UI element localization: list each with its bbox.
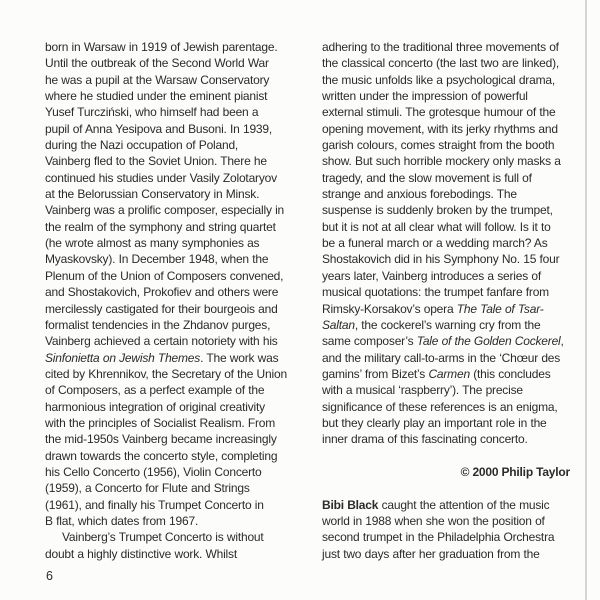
text-line: with a musical ‘raspberry’). The precise xyxy=(322,383,523,398)
text-line: significance of these references is an enigma, xyxy=(322,399,558,414)
text-line: second trumpet in the Philadelphia Orchestra xyxy=(322,530,555,545)
text-line: B flat, which dates from 1967. xyxy=(45,513,199,528)
text-line: Yusef Turcziński, who himself had been a xyxy=(45,105,259,120)
text-line: adhering to the traditional three movements of xyxy=(322,40,559,54)
text-line: his Cello Concerto (1956), Violin Concerto xyxy=(45,464,262,479)
text-line: be a funeral march or a wedding march? As xyxy=(322,236,548,251)
text-line: formalist tendencies in the Zhdanov purges, xyxy=(45,317,271,332)
text-line: Vainberg was a prolific composer, especially in xyxy=(45,203,285,218)
text-line: Bibi Black caught the attention of the music xyxy=(322,497,550,512)
text-line: harmonious integration of original creativity xyxy=(45,399,265,414)
text-line: Vainberg achieved a certain notoriety with his xyxy=(45,334,278,349)
right-text-column xyxy=(322,39,574,562)
page-edge-scan-line xyxy=(585,0,587,600)
copyright-credit: © 2000 Philip Taylor xyxy=(460,464,570,479)
text-line: inner drama of this fascinating concerto. xyxy=(322,432,528,447)
text-line: pupil of Anna Yesipova and Busoni. In 1939, xyxy=(45,121,272,136)
text-line: garish colours, comes straight from the booth xyxy=(322,138,555,153)
text-line: and the military call-to-arms in the ‘Chœur des xyxy=(322,350,561,365)
text-line: Plenum of the Union of Composers convened, xyxy=(45,268,284,283)
text-line: same composer’s Tale of the Golden Cockerel, xyxy=(322,334,564,349)
text-line: doubt a highly distinctive work. Whilst xyxy=(45,546,237,561)
text-line: but it is not at all clear what will follow. Is it to xyxy=(322,219,551,234)
text-line: Vainberg fled to the Soviet Union. There he xyxy=(45,154,267,169)
text-line: gamins’ from Bizet’s Carmen (this concludes xyxy=(322,366,551,381)
text-line: opening movement, with its jerky rhythms and xyxy=(322,121,558,136)
text-line: at the Belorussian Conservatory in Minsk. xyxy=(45,187,260,202)
text-line: the classical concerto (the last two are linked), xyxy=(322,56,560,71)
text-line: cited by Khrennikov, the Secretary of the Union xyxy=(45,366,287,381)
text-line: the realm of the symphony and string quartet xyxy=(45,219,276,234)
text-line: he was a pupil at the Warsaw Conservatory xyxy=(45,72,270,87)
text-line: Myaskovsky). In December 1948, when the xyxy=(45,252,269,267)
text-line: during the Nazi occupation of Poland, xyxy=(45,138,239,153)
page-number: 6 xyxy=(46,569,53,583)
text-line: world in 1988 when she won the position of xyxy=(322,513,545,528)
text-line: (1959), a Concerto for Flute and Strings xyxy=(45,481,250,496)
bio-paragraph xyxy=(322,497,574,562)
text-line: with the principles of Socialist Realism. From xyxy=(45,415,276,430)
text-line: external stimuli. The grotesque humour of the xyxy=(322,105,556,120)
left-text-column xyxy=(45,39,297,562)
text-line: just two days after her graduation from the xyxy=(322,546,540,561)
text-line: Sinfonietta on Jewish Themes. The work was xyxy=(45,350,279,365)
text-line: but they clearly play an important role in the xyxy=(322,415,547,430)
text-line: born in Warsaw in 1919 of Jewish parentage. xyxy=(45,40,278,54)
text-line: suspense is suddenly broken by the trumpet, xyxy=(322,203,553,218)
text-line: Vainberg’s Trumpet Concerto is without xyxy=(62,530,264,545)
text-line: tragedy, and the slow movement is full of xyxy=(322,170,532,185)
text-line: Until the outbreak of the Second World War xyxy=(45,56,269,71)
text-line: drawn towards the concerto style, completing xyxy=(45,448,278,463)
text-line: of Composers, as a perfect example of the xyxy=(45,383,265,398)
text-line: (1961), and finally his Trumpet Concerto in xyxy=(45,497,264,512)
text-line: where he studied under the eminent pianist xyxy=(45,89,268,104)
right-column-body xyxy=(322,39,574,448)
text-line: strange and anxious forebodings. The xyxy=(322,187,517,202)
text-line: written under the impression of powerful xyxy=(322,89,528,104)
text-line: Saltan, the cockerel’s warning cry from the xyxy=(322,317,541,332)
text-line: and Shostakovich, Prokofiev and others were xyxy=(45,285,279,300)
text-line: the mid-1950s Vainberg became increasingly xyxy=(45,432,277,447)
text-line: years later, Vainberg introduces a series of xyxy=(322,268,541,283)
text-line: mercilessly castigated for their bourgeois and xyxy=(45,301,278,316)
text-line: Shostakovich did in his Symphony No. 15 four xyxy=(322,252,560,267)
text-line: the music unfolds like a psychological drama, xyxy=(322,72,555,87)
text-line: continued his studies under Vasily Zolotaryov xyxy=(45,170,277,185)
text-line: (he wrote almost as many symphonies as xyxy=(45,236,260,251)
text-line: musical quotations: the trumpet fanfare from xyxy=(322,285,549,300)
text-line: Rimsky-Korsakov’s opera The Tale of Tsar- xyxy=(322,301,544,316)
text-line: show. But such horrible mockery only masks a xyxy=(322,154,561,169)
